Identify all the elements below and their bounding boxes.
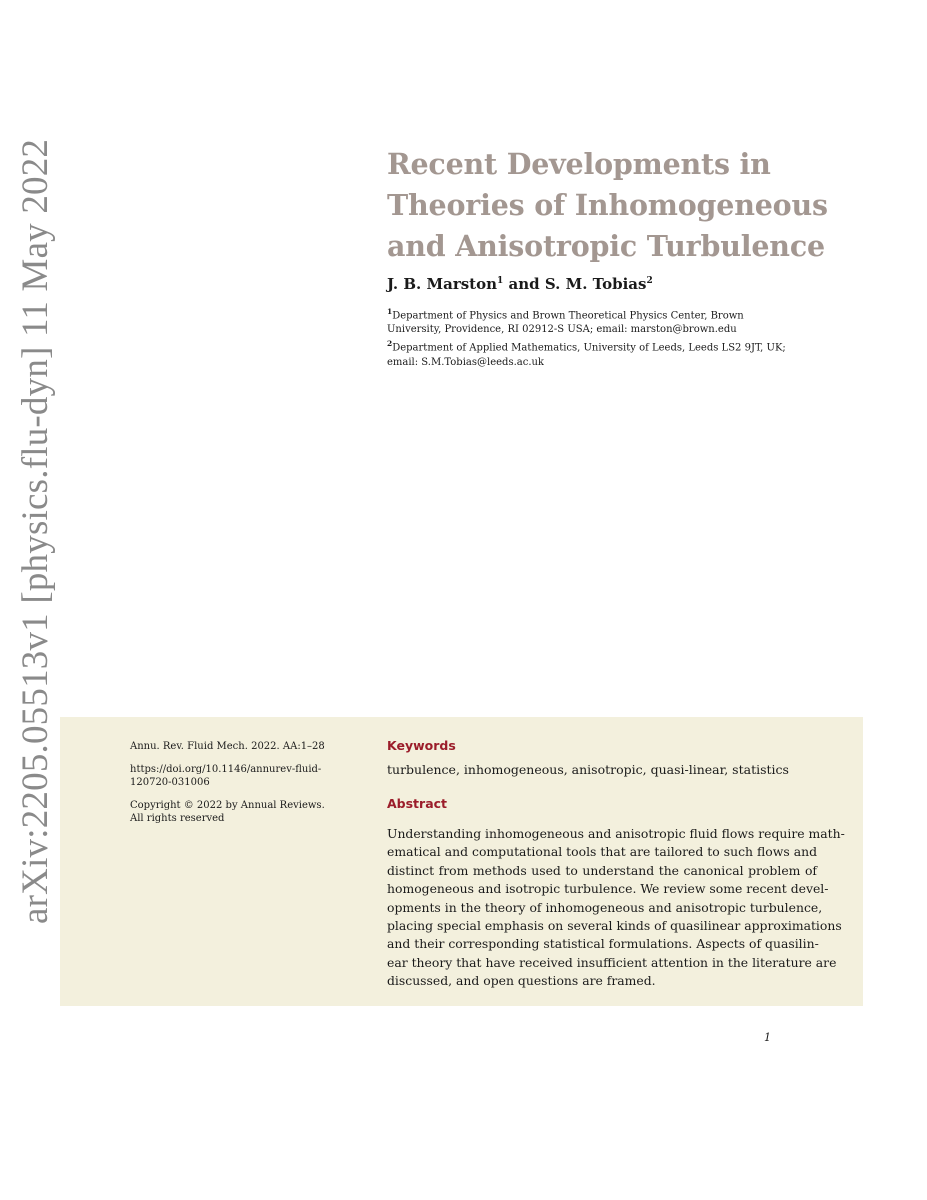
abstract-line: and their corresponding statistical formulations. Aspects of quasilin- <box>387 936 819 952</box>
doi-link[interactable] <box>130 763 345 789</box>
copyright-line-1: Copyright © 2022 by Annual Reviews. <box>130 800 325 811</box>
author-tobias-affiliation-mark: 2 <box>646 276 653 286</box>
copyright-notice <box>130 799 345 825</box>
title-line-1: Recent Developments in <box>387 147 771 181</box>
abstract-line: ear theory that have received insufficient attention in the literature are <box>387 954 837 970</box>
affiliation-1 <box>387 305 827 337</box>
page-number: 1 <box>764 1031 771 1044</box>
author-tobias: S. M. Tobias <box>544 275 647 293</box>
copyright-line-2: All rights reserved <box>130 813 225 824</box>
doi-line-1[interactable]: https://doi.org/10.1146/annurev-fluid- <box>130 764 322 775</box>
author-list <box>387 275 653 293</box>
abstract-body <box>387 825 845 991</box>
journal-info <box>130 740 345 835</box>
abstract-line: Understanding inhomogeneous and anisotropic fluid flows require math- <box>387 826 845 841</box>
author-conjunction: and <box>503 275 545 293</box>
abstract-panel <box>60 717 863 1006</box>
affiliation-2-line-2: email: S.M.Tobias@leeds.ac.uk <box>387 356 544 368</box>
abstract-line: homogeneous and isotropic turbulence. We review some recent devel- <box>387 881 829 897</box>
abstract-line: opments in the theory of inhomogeneous and anisotropic turbulence, <box>387 899 823 915</box>
abstract-line: discussed, and open questions are framed. <box>387 973 656 989</box>
title-line-3: and Anisotropic Turbulence <box>387 229 825 263</box>
affiliation-1-mark: 1 <box>387 307 393 316</box>
keywords-heading: Keywords <box>387 738 456 753</box>
affiliation-1-line-1: Department of Physics and Brown Theoretical Physics Center, Brown <box>392 310 744 322</box>
abstract-line: placing special emphasis on several kinds of quasilinear approximations <box>387 918 842 934</box>
author-marston: J. B. Marston <box>387 275 498 293</box>
title-line-2: Theories of Inhomogeneous <box>387 188 828 222</box>
journal-citation: Annu. Rev. Fluid Mech. 2022. AA:1–28 <box>130 741 325 752</box>
author-marston-affiliation-mark: 1 <box>497 276 504 286</box>
keywords-list: turbulence, inhomogeneous, anisotropic, quasi-linear, statistics <box>387 762 789 777</box>
abstract-line: distinct from methods used to understand the canonical problem of <box>387 862 817 878</box>
affiliation-2-mark: 2 <box>387 339 393 349</box>
abstract-line: ematical and computational tools that are tailored to such flows and <box>387 844 817 860</box>
affiliation-2-line-1: Department of Applied Mathematics, University of Leeds, Leeds LS2 9JT, UK; <box>392 342 786 354</box>
affiliations <box>387 305 827 370</box>
doi-line-2[interactable]: 120720-031006 <box>130 777 210 788</box>
affiliation-1-line-2: University, Providence, RI 02912-S USA; email: marston@brown.edu <box>387 324 737 336</box>
arxiv-identifier-stamp: arXiv:2205.05513v1 [physics.flu-dyn] 11 May 2022 <box>15 138 56 924</box>
affiliation-2 <box>387 337 827 369</box>
abstract-heading: Abstract <box>387 796 448 811</box>
paper-title <box>387 144 857 267</box>
